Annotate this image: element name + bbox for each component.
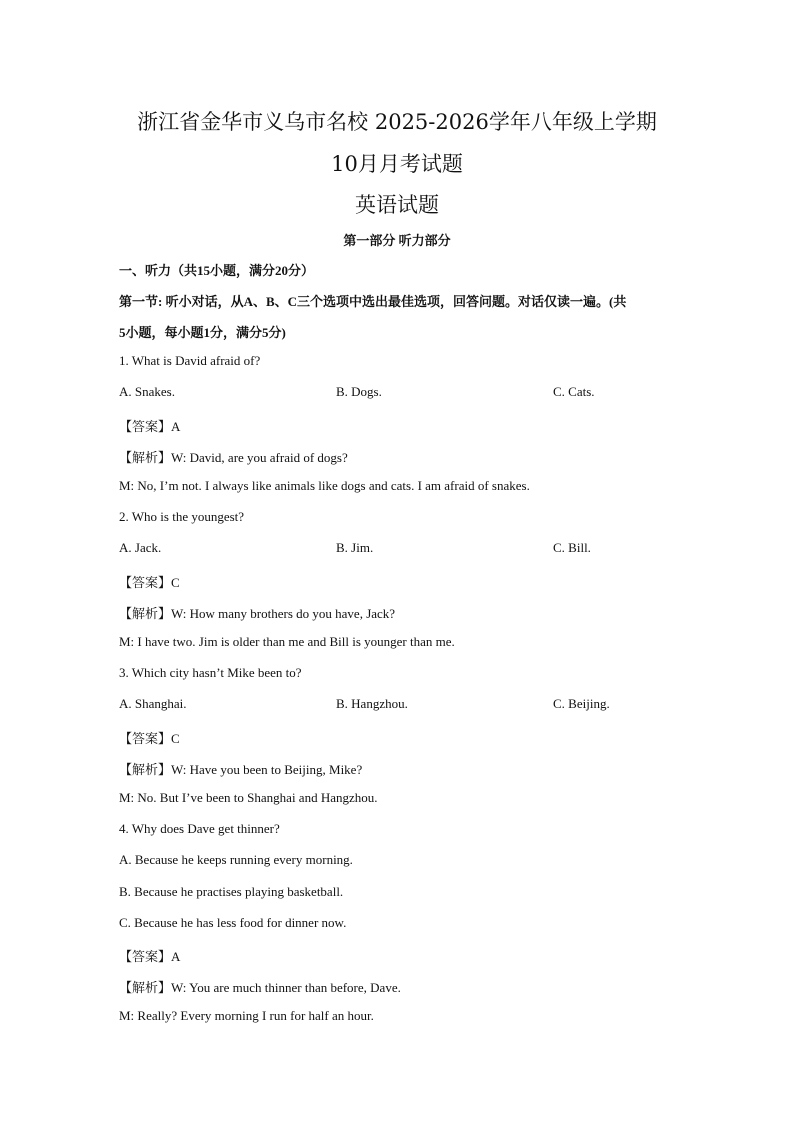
question-1-analysis-line2: M: No, I’m not. I always like animals like dogs and cats. I am afraid of snakes. [119,478,530,493]
question-2-option-a: A. Jack. [119,540,162,555]
question-3-answer: 【答案】C [119,731,180,746]
section-heading: 一、听力（共15小题，满分20分） [119,263,315,278]
question-4-analysis-line1: 【解析】W: You are much thinner than before, Dave. [119,980,401,995]
question-4-option-c: C. Because he has less food for dinner now. [119,915,347,930]
question-3-analysis-line1: 【解析】W: Have you been to Beijing, Mike? [119,762,363,777]
question-4-answer: 【答案】A [119,949,181,964]
question-1-option-c: C. Cats. [553,384,595,399]
question-1-option-b: B. Dogs. [336,384,382,399]
document-title-line1: 浙江省金华市义乌市名校 2025-2026学年八年级上学期 [137,110,657,134]
part-title: 第一部分 听力部分 [343,233,451,248]
question-2-text: 2. Who is the youngest? [119,509,245,524]
question-4-text: 4. Why does Dave get thinner? [119,821,280,836]
question-4-option-a: A. Because he keeps running every morning. [119,852,353,867]
question-1-option-a: A. Snakes. [119,384,175,399]
question-3-option-c: C. Beijing. [553,696,610,711]
question-1-analysis-line1: 【解析】W: David, are you afraid of dogs? [119,450,348,465]
question-2-answer: 【答案】C [119,575,180,590]
question-3-text: 3. Which city hasn’t Mike been to? [119,665,302,680]
question-1-answer: 【答案】A [119,419,181,434]
question-4-option-b: B. Because he practises playing basketball. [119,884,344,899]
question-1-text: 1. What is David afraid of? [119,353,261,368]
question-2-option-b: B. Jim. [336,540,374,555]
question-4-analysis-line2: M: Really? Every morning I run for half an hour. [119,1008,374,1023]
document-title-line2: 10月月考试题 [331,152,463,176]
question-2-analysis-line2: M: I have two. Jim is older than me and Bill is younger than me. [119,634,455,649]
question-3-analysis-line2: M: No. But I’ve been to Shanghai and Hangzhou. [119,790,378,805]
question-2-option-c: C. Bill. [553,540,591,555]
section-instruction-line2: 5小题，每小题1分，满分5分) [119,325,286,340]
document-subject-title: 英语试题 [355,193,439,217]
section-instruction-line1: 第一节: 听小对话，从A、B、C三个选项中选出最佳选项，回答问题。对话仅读一遍。(共 [119,294,627,309]
question-3-option-a: A. Shanghai. [119,696,187,711]
question-3-option-b: B. Hangzhou. [336,696,408,711]
question-2-analysis-line1: 【解析】W: How many brothers do you have, Jack? [119,606,396,621]
